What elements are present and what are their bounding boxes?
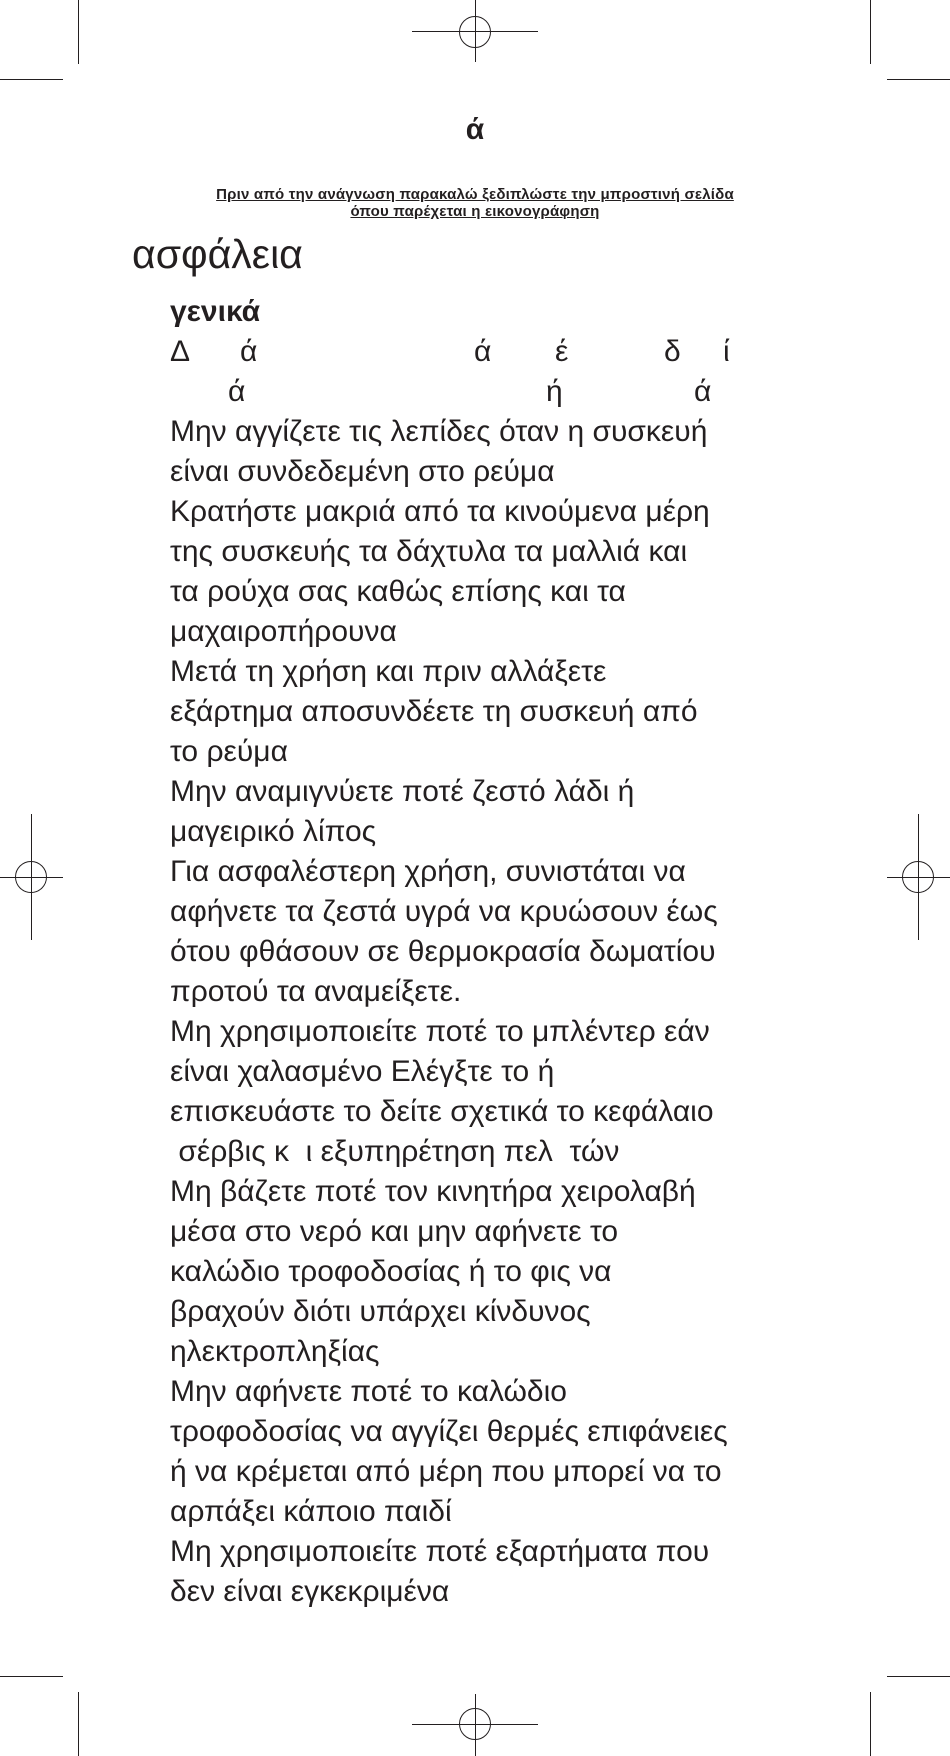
paragraph-hot-oil <box>170 772 830 852</box>
fragment-char: ά <box>228 375 246 408</box>
paragraph-damaged <box>170 1012 830 1172</box>
unfold-note <box>130 186 820 220</box>
paragraph-line: ηλεκτροπληξίας <box>170 1335 380 1368</box>
paragraph-line: Μη βάζετε ποτέ τον κινητήρα χειρολαβή <box>170 1175 696 1208</box>
paragraph-line: Μην αγγίζετε τις λεπίδες όταν η συσκευή <box>170 415 708 448</box>
paragraph-line: προτού τα αναμείξετε. <box>170 975 462 1008</box>
paragraph-line: αφήνετε τα ζεστά υγρά να κρυώσουν έως <box>170 895 718 928</box>
paragraph-line: είναι συνδεδεμένη στο ρεύμα <box>170 455 555 488</box>
crop-mark-bottom-right-h <box>887 1676 950 1677</box>
paragraph-line: Μη χρησιμοποιείτε ποτέ το μπλέντερ εάν <box>170 1015 710 1048</box>
crop-mark-top-left-h <box>0 79 63 80</box>
crop-mark-bottom-left-v <box>78 1692 79 1756</box>
paragraph-after-use <box>170 652 830 772</box>
paragraph-blades <box>170 412 830 492</box>
paragraph-line: Κρατήστε μακριά από τα κινούμενα μέρη <box>170 495 710 528</box>
paragraph-line: ότου φθάσουν σε θερμοκρασία δωματίου <box>170 935 716 968</box>
paragraph-line: τα ρούχα σας καθώς επίσης και τα <box>170 575 626 608</box>
crop-mark-top-left-v <box>78 0 79 64</box>
paragraph-accessories <box>170 1532 830 1612</box>
paragraph-line: Μετά τη χρήση και πριν αλλάξετε <box>170 655 607 688</box>
fragment-char: δ <box>664 335 681 368</box>
paragraph-line: μέσα στο νερό και μην αφήνετε το <box>170 1215 619 1248</box>
fragment-char: ί <box>723 335 730 368</box>
paragraph-line: είναι χαλασμένο Ελέγξτε το ή <box>170 1055 555 1088</box>
fragment-char: έ <box>555 335 569 368</box>
fragment-line-1 <box>170 332 830 372</box>
paragraph-cord <box>170 1372 830 1532</box>
crop-mark-top-right-h <box>887 79 950 80</box>
paragraph-line: τροφοδοσίας να αγγίζει θερμές επιφάνειες <box>170 1415 728 1448</box>
fragment-char: ά <box>474 335 492 368</box>
paragraph-line: ή να κρέμεται από μέρη που μπορεί να το <box>170 1455 722 1488</box>
paragraph-moving-parts <box>170 492 830 652</box>
paragraph-line: δεν είναι εγκεκριμένα <box>170 1575 450 1608</box>
paragraph-line: μαγειρικό λίπος <box>170 815 377 848</box>
fragment-line-2 <box>170 372 830 412</box>
fragment-char: ά <box>240 335 258 368</box>
section-title: ασφάλεια <box>132 231 303 277</box>
fragment-char: Δ <box>170 335 191 368</box>
paragraph-hot-liquids <box>170 852 830 1012</box>
crop-mark-top-right-v <box>870 0 871 64</box>
fragment-char: ή <box>546 375 563 408</box>
paragraph-line: Για ασφαλέστερη χρήση, συνιστάται να <box>170 855 686 888</box>
paragraph-line: της συσκευής τα δάχτυλα τα μαλλιά και <box>170 535 688 568</box>
unfold-note-line-1: Πριν από την ανάγνωση παρακαλώ ξεδιπλώστε την μπροστινή σελίδα <box>216 186 734 203</box>
paragraph-line: επισκευάστε το δείτε σχετικά το κεφάλαιο <box>170 1095 714 1128</box>
paragraph-line: το ρεύμα <box>170 735 288 768</box>
paragraph-line: εξάρτημα αποσυνδέετε τη συσκευή από <box>170 695 698 728</box>
paragraph-line: καλώδιο τροφοδοσίας ή το φις να <box>170 1255 612 1288</box>
safety-content <box>170 292 830 1612</box>
paragraph-line: Μην αναμιγνύετε ποτέ ζεστό λάδι ή <box>170 775 635 808</box>
crop-mark-bottom-left-h <box>0 1676 63 1677</box>
paragraph-line: αρπάξει κάποιο παιδί <box>170 1495 452 1528</box>
paragraph-line: μαχαιροπήρουνα <box>170 615 397 648</box>
paragraph-water <box>170 1172 830 1372</box>
paragraph-line: Μη χρησιμοποιείτε ποτέ εξαρτήματα που <box>170 1535 710 1568</box>
fragment-char: ά <box>694 375 712 408</box>
paragraph-line: Μην αφήνετε ποτέ το καλώδιο <box>170 1375 567 1408</box>
subheading-general: γενικά <box>170 295 261 328</box>
crop-mark-bottom-right-v <box>870 1692 871 1756</box>
unfold-note-line-2: όπου παρέχεται η εικονογράφηση <box>350 203 600 220</box>
paragraph-line: βραχούν διότι υπάρχει κίνδυνος <box>170 1295 591 1328</box>
page-heading: ά <box>465 113 485 146</box>
paragraph-line: σέρβις κ ι εξυπηρέτηση πελ τών <box>170 1135 620 1168</box>
